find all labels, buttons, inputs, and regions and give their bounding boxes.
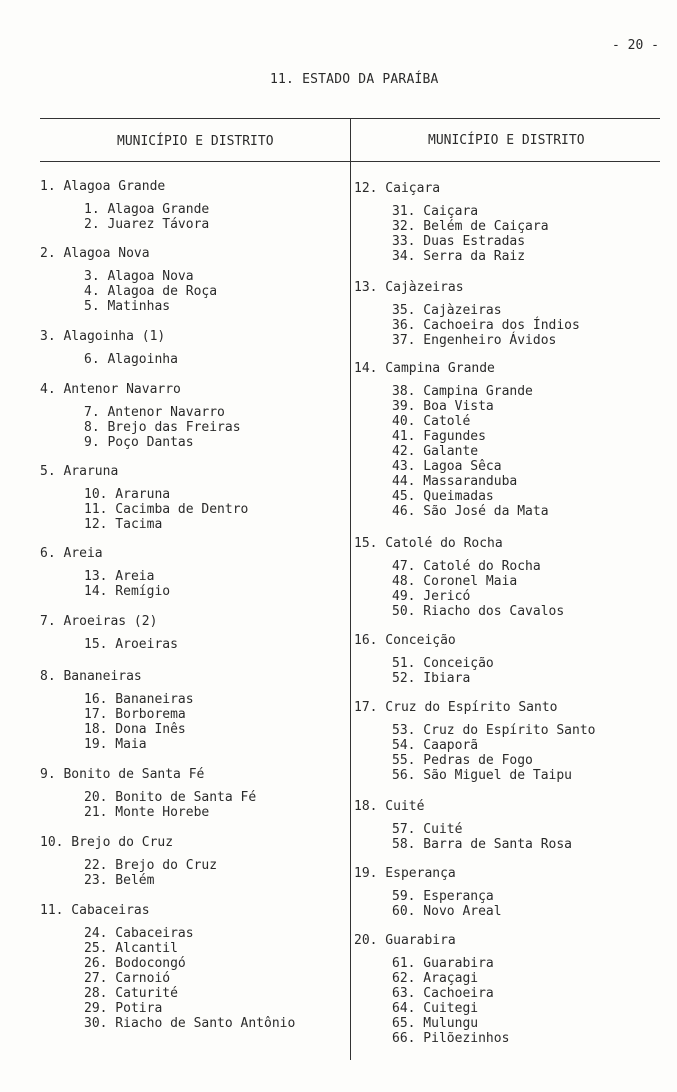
- district-item: 10. Araruna: [84, 487, 171, 502]
- district-item: 18. Dona Inês: [84, 722, 186, 737]
- municipality-heading: 4. Antenor Navarro: [40, 382, 181, 397]
- municipality-heading: 1. Alagoa Grande: [40, 179, 166, 194]
- district-item: 42. Galante: [392, 444, 479, 459]
- district-item: 27. Carnoió: [84, 971, 171, 986]
- district-item: 38. Campina Grande: [392, 384, 533, 399]
- district-item: 19. Maia: [84, 737, 147, 752]
- district-item: 6. Alagoinha: [84, 352, 178, 367]
- district-item: 61. Guarabira: [392, 956, 494, 971]
- municipality-heading: 20. Guarabira: [354, 933, 456, 948]
- district-item: 46. São José da Mata: [392, 504, 549, 519]
- page-title: 11. ESTADO DA PARAÍBA: [270, 72, 439, 87]
- municipality-heading: 6. Areia: [40, 546, 103, 561]
- district-item: 49. Jericó: [392, 589, 471, 604]
- district-item: 8. Brejo das Freiras: [84, 420, 241, 435]
- district-item: 23. Belém: [84, 873, 155, 888]
- district-item: 5. Matinhas: [84, 299, 171, 314]
- district-item: 29. Potira: [84, 1001, 163, 1016]
- municipality-heading: 17. Cruz do Espírito Santo: [354, 700, 558, 715]
- district-item: 55. Pedras de Fogo: [392, 753, 533, 768]
- district-item: 60. Novo Areal: [392, 904, 502, 919]
- district-item: 47. Catolé do Rocha: [392, 559, 541, 574]
- page-number: - 20 -: [612, 38, 659, 53]
- district-item: 35. Cajàzeiras: [392, 303, 502, 318]
- column-divider: [350, 118, 351, 1060]
- district-item: 22. Brejo do Cruz: [84, 858, 218, 873]
- district-item: 50. Riacho dos Cavalos: [392, 604, 565, 619]
- district-item: 16. Bananeiras: [84, 692, 194, 707]
- district-item: 34. Serra da Raiz: [392, 249, 526, 264]
- municipality-heading: 18. Cuité: [354, 799, 425, 814]
- district-item: 7. Antenor Navarro: [84, 405, 225, 420]
- district-item: 3. Alagoa Nova: [84, 269, 194, 284]
- district-item: 43. Lagoa Sêca: [392, 459, 502, 474]
- municipality-heading: 16. Conceição: [354, 633, 456, 648]
- district-item: 24. Cabaceiras: [84, 926, 194, 941]
- municipality-heading: 5. Araruna: [40, 464, 119, 479]
- district-item: 17. Borborema: [84, 707, 186, 722]
- municipality-heading: 3. Alagoinha (1): [40, 329, 166, 344]
- district-item: 14. Remígio: [84, 584, 171, 599]
- district-item: 40. Catolé: [392, 414, 471, 429]
- district-item: 63. Cachoeira: [392, 986, 494, 1001]
- district-item: 56. São Miguel de Taipu: [392, 768, 573, 783]
- district-item: 53. Cruz do Espírito Santo: [392, 723, 596, 738]
- district-item: 58. Barra de Santa Rosa: [392, 837, 573, 852]
- district-item: 30. Riacho de Santo Antônio: [84, 1016, 296, 1031]
- district-item: 13. Areia: [84, 569, 155, 584]
- district-item: 44. Massaranduba: [392, 474, 518, 489]
- district-item: 41. Fagundes: [392, 429, 486, 444]
- district-item: 9. Poço Dantas: [84, 435, 194, 450]
- municipality-heading: 10. Brejo do Cruz: [40, 835, 174, 850]
- district-item: 64. Cuitegi: [392, 1001, 479, 1016]
- district-item: 59. Esperança: [392, 889, 494, 904]
- district-item: 11. Cacimba de Dentro: [84, 502, 249, 517]
- district-item: 33. Duas Estradas: [392, 234, 526, 249]
- district-item: 28. Caturité: [84, 986, 178, 1001]
- district-item: 21. Monte Horebe: [84, 805, 210, 820]
- district-item: 62. Araçagi: [392, 971, 479, 986]
- district-item: 31. Caiçara: [392, 204, 479, 219]
- district-item: 15. Aroeiras: [84, 637, 178, 652]
- district-item: 37. Engenheiro Ávidos: [392, 333, 557, 348]
- district-item: 36. Cachoeira dos Índios: [392, 318, 580, 333]
- district-item: 32. Belém de Caiçara: [392, 219, 549, 234]
- district-item: 4. Alagoa de Roça: [84, 284, 218, 299]
- header-right: MUNICÍPIO E DISTRITO: [428, 133, 585, 148]
- district-item: 1. Alagoa Grande: [84, 202, 210, 217]
- municipality-heading: 12. Caiçara: [354, 181, 441, 196]
- municipality-heading: 19. Esperança: [354, 866, 456, 881]
- district-item: 54. Caaporã: [392, 738, 479, 753]
- district-item: 65. Mulungu: [392, 1016, 479, 1031]
- municipality-heading: 8. Bananeiras: [40, 669, 142, 684]
- district-item: 45. Queimadas: [392, 489, 494, 504]
- municipality-heading: 11. Cabaceiras: [40, 903, 150, 918]
- district-item: 48. Coronel Maia: [392, 574, 518, 589]
- municipality-heading: 9. Bonito de Santa Fé: [40, 767, 205, 782]
- header-left: MUNICÍPIO E DISTRITO: [117, 134, 274, 149]
- district-item: 20. Bonito de Santa Fé: [84, 790, 257, 805]
- municipality-heading: 14. Campina Grande: [354, 361, 495, 376]
- district-item: 51. Conceição: [392, 656, 494, 671]
- municipality-heading: 15. Catolé do Rocha: [354, 536, 503, 551]
- district-item: 26. Bodocongó: [84, 956, 186, 971]
- district-item: 57. Cuité: [392, 822, 463, 837]
- district-item: 66. Pilõezinhos: [392, 1031, 510, 1046]
- municipality-heading: 2. Alagoa Nova: [40, 246, 150, 261]
- district-item: 2. Juarez Távora: [84, 217, 210, 232]
- municipality-heading: 13. Cajàzeiras: [354, 280, 464, 295]
- municipality-heading: 7. Aroeiras (2): [40, 614, 158, 629]
- district-item: 39. Boa Vista: [392, 399, 494, 414]
- district-item: 25. Alcantil: [84, 941, 178, 956]
- district-item: 52. Ibiara: [392, 671, 471, 686]
- district-item: 12. Tacima: [84, 517, 163, 532]
